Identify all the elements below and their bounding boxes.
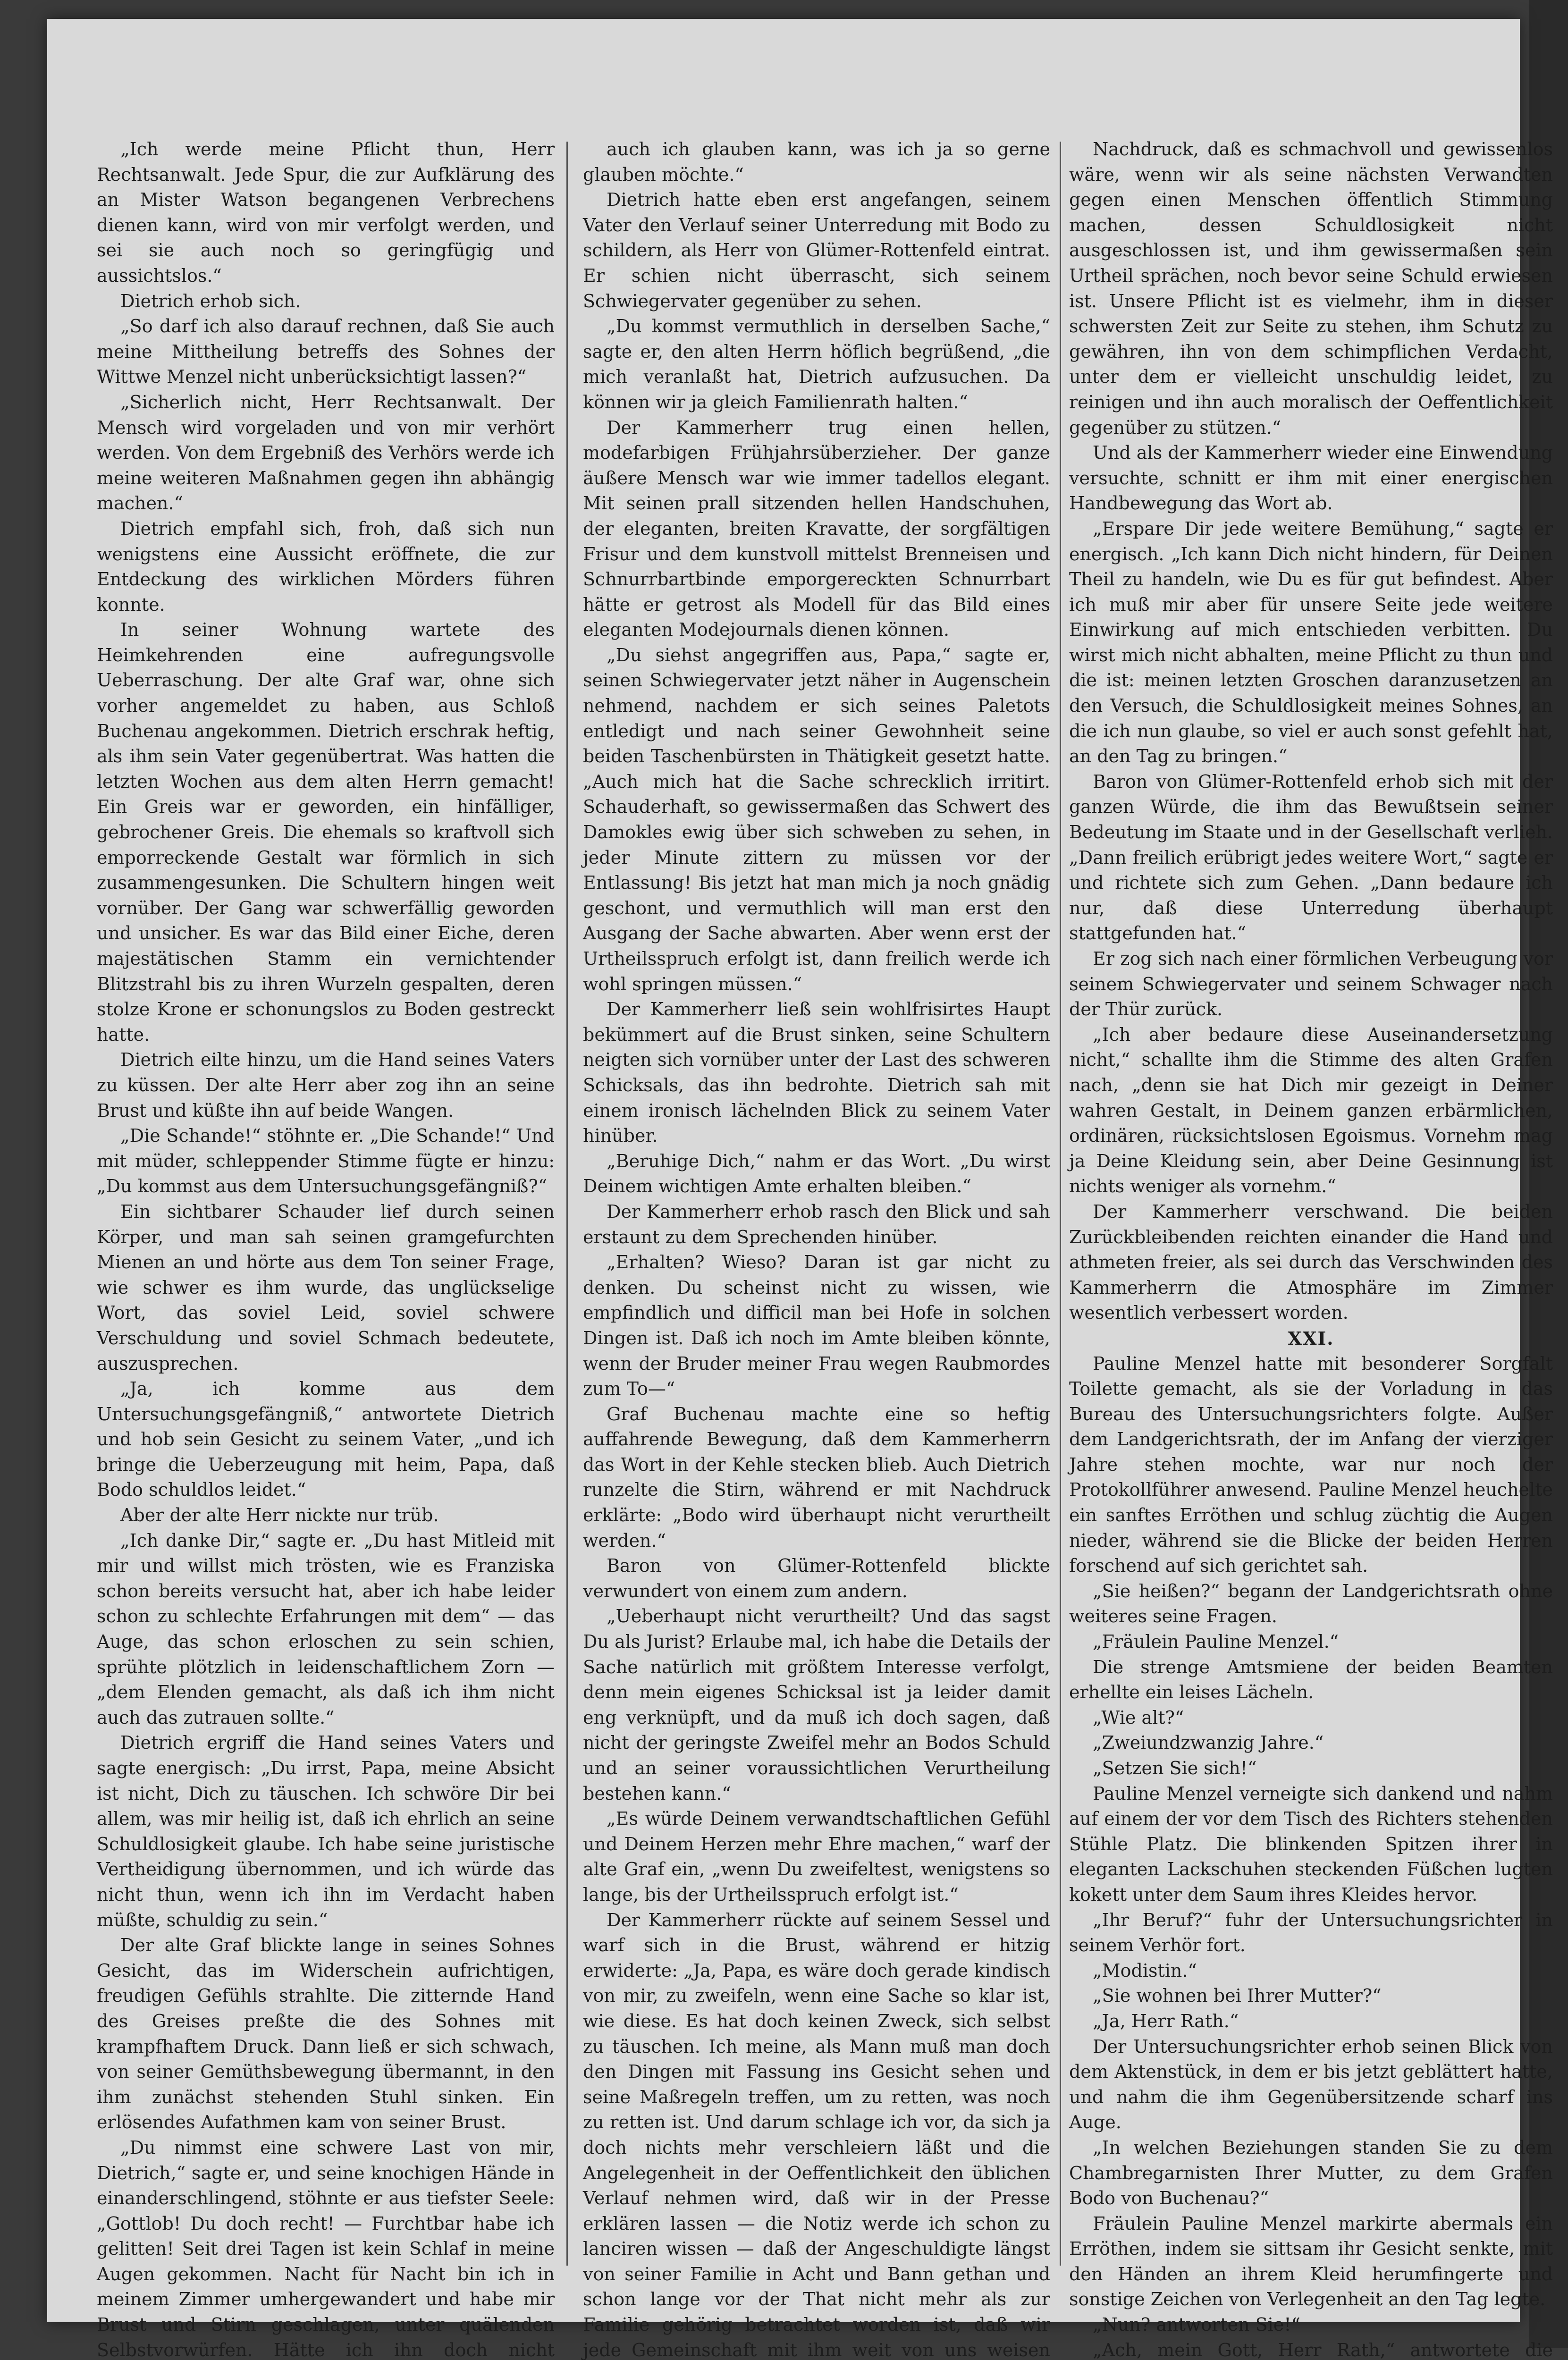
paragraph: auch ich glauben kann, was ich ja so gerne glauben möchte.“ xyxy=(583,139,1050,185)
paragraph: „Du kommst vermuthlich in derselben Sache,“ sagte er, den alten Herrn höflich begrüßend, „die mich veranlaßt hat, Dietrich aufzusuchen. Da können wir ja gleich Familienrath halten.“ xyxy=(583,316,1050,413)
paragraph: Der Kammerherr rückte auf seinem Sessel und warf sich in die Brust, während er hitzig erwiderte: „Ja, Papa, es wäre doch gerade kindisch von mir, zu zweifeln, wenn eine Sache so klar ist, wie diese. Es hat doch keinen Zweck, sich selbst zu täuschen. Ich meine, als Mann muß man doch den Dingen mit Fassung ins Gesicht sehen und seine Maßregeln treffen, um zu retten, was noch zu retten ist. Und darum schlage ich vor, da sich ja doch nichts mehr verschleiern läßt und die Angelegenheit in der Oeffentlichkeit den üblichen Verlauf nehmen wird, daß wir in der Presse erklären lassen — die Notiz werde ich schon zu lanciren wissen — daß der Angeschuldigte längst von seiner Familie in Acht und Bann gethan und schon lange vor der That nicht mehr als zur Familie gehörig betrachtet worden ist, daß wir jede Gemeinschaft mit ihm weit von uns weisen xyxy=(583,1909,1050,2360)
paragraph: „Die Schande!“ stöhnte er. „Die Schande!“ Und mit müder, schleppender Stimme fügte er hinzu: „Du kommst aus dem Untersuchungsgefängniß?“ xyxy=(97,1125,555,1197)
column-rule xyxy=(566,142,568,2266)
paragraph: In seiner Wohnung wartete des Heimkehrenden eine aufregungsvolle Ueberraschung. Der alte Graf war, ohne sich vorher angemeldet zu haben, aus Schloß Buchenau angekommen. Dietrich erschrak heftig, als ihm sein Vater gegenübertrat. Was hatten die letzten Wochen aus dem alten Herrn gemacht! Ein Greis war er geworden, ein hinfälliger, gebrochener Greis. Die ehemals so kraftvoll sich emporreckende Gestalt war förmlich in sich zusammengesunken. Die Schultern hingen weit vornüber. Der Gang war schwerfällig geworden und unsicher. Es war das Bild einer Eiche, deren majestätischen Stamm ein vernichtender Blitzstrahl bis zu ihren Wurzeln gespalten, deren stolze Krone er schonungslos zu Boden gestreckt hatte. xyxy=(97,619,555,1045)
paragraph: Der Kammerherr trug einen hellen, modefarbigen Frühjahrsüberzieher. Der ganze äußere Mensch war wie immer tadellos elegant. Mit seinen prall sitzenden hellen Handschuhen, der eleganten, breiten Kravatte, der sorgfältigen Frisur und dem kunstvoll mittelst Brenneisen und Schnurrbartbinde emporgereckten Schnurrbart hätte er getrost als Modell für das Bild eines eleganten Modejournals dienen können. xyxy=(583,417,1050,641)
paragraph: „Erspare Dir jede weitere Bemühung,“ sagte er energisch. „Ich kann Dich nicht hindern, für Deinen Theil zu handeln, wie Du es für gut befindest. Aber ich muß mir aber für unsere Seite jede weitere Einwirkung auf mich entschieden verbitten. Du wirst mich nicht abhalten, meine Pflicht zu thun und die ist: meinen letzten Groschen daranzusetzen an den Versuch, die Schuldlosigkeit meines Sohnes, an die ich nun glaube, so viel er auch sonst gefehlt hat, an den Tag zu bringen.“ xyxy=(1069,518,1553,767)
paragraph: Aber der alte Herr nickte nur trüb. xyxy=(120,1505,439,1526)
paragraph: Dietrich empfahl sich, froh, daß sich nun wenigstens eine Aussicht eröffnete, die zur Entdeckung des wirklichen Mörders führen konnte. xyxy=(97,518,555,615)
paragraph: Dietrich eilte hinzu, um die Hand seines Vaters zu küssen. Der alte Herr aber zog ihn an seine Brust und küßte ihn auf beide Wangen. xyxy=(97,1049,555,1121)
paragraph: „Nun? antworten Sie!“ xyxy=(1093,2314,1300,2335)
paragraph: Der Kammerherr verschwand. Die beiden Zurückbleibenden reichten einander die Hand und athmeten freier, als sei durch das Verschwinden des Kammerherrn die Atmosphäre im Zimmer wesentlich verbessert worden. xyxy=(1069,1201,1553,1323)
paragraph: „Ach, mein Gott, Herr Rath,“ antwortete die xyxy=(1093,2339,1553,2360)
paragraph: „Beruhige Dich,“ nahm er das Wort. „Du wirst Deinem wichtigen Amte erhalten bleiben.“ xyxy=(583,1150,1050,1197)
paragraph: „Fräulein Pauline Menzel.“ xyxy=(1093,1631,1339,1652)
paragraph: „Ueberhaupt nicht verurtheilt? Und das sagst Du als Jurist? Erlaube mal, ich habe die Details der Sache natürlich mit größtem Interesse verfolgt, denn mein eigenes Schicksal ist ja leider damit eng verknüpft, und da muß ich doch sagen, daß nicht der geringste Zweifel mehr an Bodos Schuld und an seiner voraussichtlichen Verurtheilung bestehen kann.“ xyxy=(583,1606,1050,1804)
paragraph: „Erhalten? Wieso? Daran ist gar nicht zu denken. Du scheinst nicht zu wissen, wie empfindlich und difficil man bei Hofe in solchen Dingen ist. Daß ich noch im Amte bleiben könnte, wenn der Bruder meiner Frau wegen Raubmordes zum To—“ xyxy=(583,1252,1050,1399)
paragraph: Graf Buchenau machte eine so heftig auffahrende Bewegung, daß dem Kammerherrn das Wort in der Kehle stecken blieb. Auch Dietrich runzelte die Stirn, während er mit Nachdruck erklärte: „Bodo wird überhaupt nicht verurtheilt werden.“ xyxy=(583,1403,1050,1551)
column-rule xyxy=(1060,142,1061,2266)
paragraph: „Zweiundzwanzig Jahre.“ xyxy=(1093,1732,1324,1753)
paragraph: „Ich danke Dir,“ sagte er. „Du hast Mitleid mit mir und willst mich trösten, wie es Franziska schon bereits versucht hat, aber ich habe leider schon zu schlechte Erfahrungen mit dem“ — das Auge, das schon erloschen zu sein schien, sprühte plötzlich in leidenschaftlichem Zorn — „dem Elenden gemacht, als daß ich ihm nicht auch das zutrauen sollte.“ xyxy=(97,1530,555,1728)
paragraph: „Ja, Herr Rath.“ xyxy=(1093,2010,1239,2031)
paragraph: Fräulein Pauline Menzel markirte abermals ein Erröthen, indem sie sittsam ihr Gesicht senkte, mit den Händen an ihrem Kleid herumfingerte und sonstige Zeichen von Verlegenheit an den Tag legte. xyxy=(1069,2213,1553,2310)
paragraph: „Modistin.“ xyxy=(1093,1960,1197,1981)
paragraph: Der Kammerherr ließ sein wohlfrisirtes Haupt bekümmert auf die Brust sinken, seine Schultern neigten sich vornüber unter der Last des schweren Schicksals, das ihn bedrohte. Dietrich sah mit einem ironisch lächelnden Blick zu seinem Vater hinüber. xyxy=(583,999,1050,1146)
paragraph: Nachdruck, daß es schmachvoll und gewissenlos wäre, wenn wir als seine nächsten Verwandten gegen einen Menschen öffentlich Stimmung machen, dessen Schuldlosigkeit nicht ausgeschlossen ist, und ihm gewissermaßen sein Urtheil sprächen, noch bevor seine Schuld erwiesen ist. Unsere Pflicht ist es vielmehr, ihm in dieser schwersten Zeit zur Seite zu stehen, ihm Schutz zu gewähren, ihn von dem schimpflichen Verdacht, unter dem er vielleicht unschuldig leidet, zu reinigen und ihn auch moralisch der Oeffentlichkeit gegenüber zu stützen.“ xyxy=(1069,139,1553,438)
text-column-3 xyxy=(1069,137,1553,2360)
paragraph: Baron von Glümer-Rottenfeld erhob sich mit der ganzen Würde, die ihm das Bewußtsein seiner Bedeutung im Staate und in der Gesellschaft verlieh. „Dann freilich erübrigt jedes weitere Wort,“ sagte er und richtete sich zum Gehen. „Dann bedaure ich nur, daß diese Unterredung überhaupt stattgefunden hat.“ xyxy=(1069,771,1553,944)
paragraph: Die strenge Amtsmiene der beiden Beamten erhellte ein leises Lächeln. xyxy=(1069,1656,1553,1703)
text-column-2 xyxy=(583,137,1050,2360)
paragraph: Dietrich hatte eben erst angefangen, seinem Vater den Verlauf seiner Unterredung mit Bodo zu schildern, als Herr von Glümer-Rottenfeld eintrat. Er schien nicht überrascht, sich seinem Schwiegervater gegenüber zu sehen. xyxy=(583,189,1050,312)
paragraph: „Ich werde meine Pflicht thun, Herr Rechtsanwalt. Jede Spur, die zur Aufklärung des an Mister Watson begangenen Verbrechens dienen kann, wird von mir verfolgt werden, und sei sie auch noch so geringfügig und aussichtslos.“ xyxy=(97,139,555,286)
paragraph: „Sie heißen?“ begann der Landgerichtsrath ohne weiteres seine Fragen. xyxy=(1069,1580,1553,1627)
paragraph: „Es würde Deinem verwandtschaftlichen Gefühl und Deinem Herzen mehr Ehre machen,“ warf der alte Graf ein, „wenn Du zweifeltest, wenigstens so lange, bis der Urtheilsspruch erfolgt ist.“ xyxy=(583,1808,1050,1905)
paragraph: „Wie alt?“ xyxy=(1093,1707,1184,1728)
text-column-1 xyxy=(97,137,555,2360)
paragraph: „Ihr Beruf?“ fuhr der Untersuchungsrichter in seinem Verhör fort. xyxy=(1069,1909,1553,1956)
paragraph: Ein sichtbarer Schauder lief durch seinen Körper, und man sah seinen gramgefurchten Mienen an und hörte aus dem Ton seiner Frage, wie schwer es ihm wurde, das unglückselige Wort, das soviel Leid, soviel schwere Verschuldung und soviel Schmach bedeutete, auszusprechen. xyxy=(97,1201,555,1374)
paragraph: Pauline Menzel hatte mit besonderer Sorgfalt Toilette gemacht, als sie der Vorladung in das Bureau des Untersuchungsrichters folgte. Außer dem Landgerichtsrath, der im Anfang der vierziger Jahre stehen mochte, war nur noch der Protokollführer anwesend. Pauline Menzel heuchelte ein sanftes Erröthen und schlug züchtig die Augen nieder, während sie die Blicke der beiden Herren forschend auf sich gerichtet sah. xyxy=(1069,1353,1553,1576)
paragraph: Der Untersuchungsrichter erhob seinen Blick von dem Aktenstück, in dem er bis jetzt geblättert hatte, und nahm die ihm Gegenübersitzende scharf ins Auge. xyxy=(1069,2036,1553,2133)
paragraph: „Setzen Sie sich!“ xyxy=(1093,1758,1257,1778)
paragraph: „Ja, ich komme aus dem Untersuchungsgefängniß,“ antwortete Dietrich und hob sein Gesicht zu seinem Vater, „und ich bringe die Ueberzeugung mit heim, Papa, daß Bodo schuldlos leidet.“ xyxy=(97,1378,555,1500)
paragraph: Und als der Kammerherr wieder eine Einwendung versuchte, schnitt er ihm mit einer energischen Handbewegung das Wort ab. xyxy=(1069,442,1553,514)
paragraph: „In welchen Beziehungen standen Sie zu dem Chambregarnisten Ihrer Mutter, zu dem Grafen Bodo von Buchenau?“ xyxy=(1069,2137,1553,2209)
paragraph: Der Kammerherr erhob rasch den Blick und sah erstaunt zu dem Sprechenden hinüber. xyxy=(583,1201,1050,1247)
paragraph: „Du siehst angegriffen aus, Papa,“ sagte er, seinen Schwiegervater jetzt näher in Augenschein nehmend, nachdem er sich seines Paletots entledigt und nach seiner Gewohnheit seine beiden Taschenbürsten in Thätigkeit gesetzt hatte. „Auch mich hat die Sache schrecklich irritirt. Schauderhaft, so gewissermaßen das Schwert des Damokles ewig über sich schweben zu sehen, in jeder Minute zittern zu müssen vor der Entlassung! Bis jetzt hat man mich ja noch gnädig geschont, und vermuthlich will man erst den Ausgang der Sache abwarten. Aber wenn erst der Urtheilsspruch erfolgt ist, dann freilich werde ich wohl springen müssen.“ xyxy=(583,644,1050,995)
paragraph: Der alte Graf blickte lange in seines Sohnes Gesicht, das im Widerschein aufrichtigen, freudigen Gefühls strahlte. Die zitternde Hand des Greises preßte die des Sohnes mit krampfhaftem Druck. Dann ließ er sich schwach, von seiner Gemüthsbewegung übermannt, in den ihm zunächst stehenden Stuhl sinken. Ein erlösendes Aufathmen kam von seiner Brust. xyxy=(97,1935,555,2133)
paragraph: „Du nimmst eine schwere Last von mir, Dietrich,“ sagte er, und seine knochigen Hände in einanderschlingend, stöhnte er aus tiefster Seele: „Gottlob! Du doch recht! — Furchtbar habe ich gelitten! Seit drei Tagen ist kein Schlaf in meine Augen gekommen. Nacht für Nacht bin ich in meinem Zimmer umhergewandert und habe mir Brust und Stirn geschlagen, unter quälenden Selbstvorwürfen. Hätte ich ihn doch nicht xyxy=(97,2137,555,2360)
paragraph: „Sicherlich nicht, Herr Rechtsanwalt. Der Mensch wird vorgeladen und von mir verhört werden. Von dem Ergebniß des Verhörs werde ich meine weiteren Maßnahmen gegen ihn abhängig machen.“ xyxy=(97,391,555,514)
paragraph: Dietrich erhob sich. xyxy=(120,290,301,312)
paragraph: Er zog sich nach einer förmlichen Verbeugung vor seinem Schwiegervater und seinem Schwager nach der Thür zurück. xyxy=(1069,948,1553,1020)
paragraph: „Ich aber bedaure diese Auseinandersetzung nicht,“ schallte ihm die Stimme des alten Grafen nach, „denn sie hat Dich mir gezeigt in Deiner wahren Gestalt, in Deinem ganzen erbärmlichen, ordinären, rücksichtslosen Egoismus. Vornehm mag ja Deine Kleidung sein, aber Deine Gesinnung ist nichts weniger als vornehm.“ xyxy=(1069,1024,1553,1197)
paragraph: „So darf ich also darauf rechnen, daß Sie auch meine Mittheilung betreffs des Sohnes der Wittwe Menzel nicht unberücksichtigt lassen?“ xyxy=(97,316,555,388)
paragraph: „Sie wohnen bei Ihrer Mutter?“ xyxy=(1093,1985,1382,2006)
paragraph: Dietrich ergriff die Hand seines Vaters und sagte energisch: „Du irrst, Papa, meine Absicht ist nicht, Dich zu täuschen. Ich schwöre Dir bei allem, was mir heilig ist, daß ich ehrlich an seine Schuldlosigkeit glaube. Ich habe seine juristische Vertheidigung übernommen, und ich würde das nicht thun, wenn ich ihn im Verdacht haben müßte, schuldig zu sein.“ xyxy=(97,1732,555,1930)
paragraph: Baron von Glümer-Rottenfeld blickte verwundert von einem zum andern. xyxy=(583,1555,1050,1601)
paragraph: Pauline Menzel verneigte sich dankend und nahm auf einem der vor dem Tisch des Richters stehenden Stühle Platz. Die blinkenden Spitzen ihrer in eleganten Lackschuhen steckenden Füßchen lugten kokett unter dem Saum ihres Kleides hervor. xyxy=(1069,1783,1553,1905)
chapter-heading: XXI. xyxy=(1288,1327,1334,1349)
